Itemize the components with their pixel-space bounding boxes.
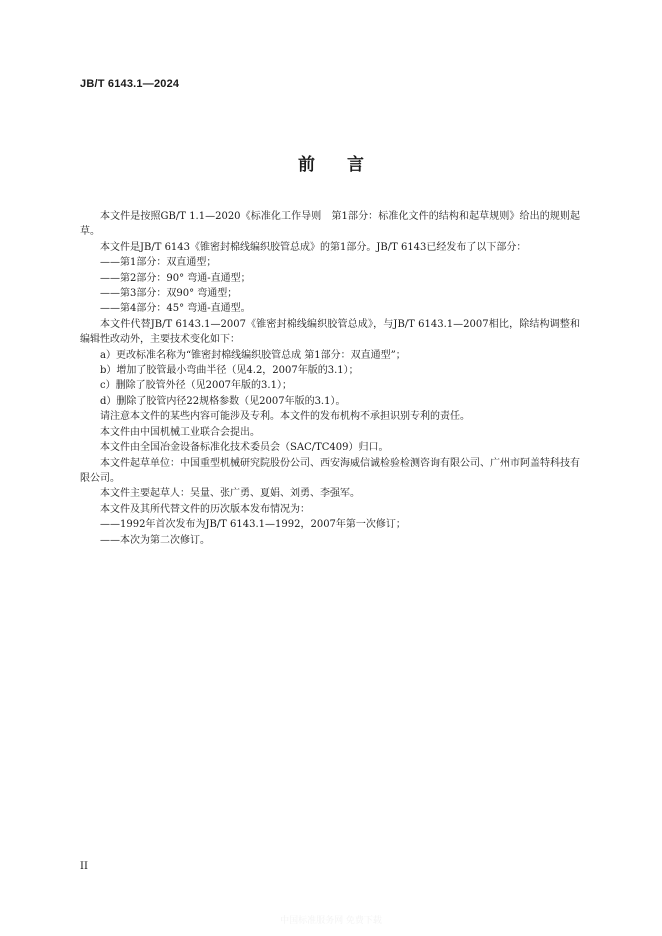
paragraph: 请注意本文件的某些内容可能涉及专利。本文件的发布机构不承担识别专利的责任。 [100, 411, 470, 423]
paragraph: 本文件代替JB/T 6143.1—2007《锥密封棉线编织胶管总成》，与JB/T 6143.1—2007相比，除结构调整和编辑性改动外，主要技术变化如下： [80, 318, 580, 346]
list-item: d）删除了胶管内径22规格参数（见2007年版的3.1）。 [100, 395, 346, 407]
paragraph: 本文件是按照GB/T 1.1—2020《标准化工作导则 第1部分：标准化文件的结构和起草规则》给出的规则起草。 [80, 211, 580, 238]
paragraph: 本文件起草单位：中国重型机械研究院股份公司、西安海威信诚检验检测咨询有限公司、广州市阿盖特科技有限公司。 [80, 457, 580, 484]
list-item: ——第2部分：90° 弯通-直通型； [100, 272, 251, 284]
paragraph: 本文件是JB/T 6143《锥密封棉线编织胶管总成》的第1部分。JB/T 6143已经发布了以下部分： [100, 241, 527, 253]
page-title [0, 150, 662, 175]
page-title-char-1: 前 [298, 155, 315, 175]
paragraph: 本文件由中国机械工业联合会提出。 [100, 426, 260, 438]
list-item: ——本次为第二次修订。 [100, 534, 210, 546]
foreword-body [80, 209, 580, 548]
list-item: ——第4部分：45° 弯通-直通型。 [100, 303, 251, 315]
page-title-char-2: 言 [347, 155, 364, 175]
list-item: a）更改标准名称为“锥密封棉线编织胶管总成 第1部分：双直通型”； [100, 349, 406, 361]
standard-code: JB/T 6143.1—2024 [80, 78, 180, 90]
list-item: ——第1部分：双直通型； [100, 257, 217, 269]
paragraph: 本文件由全国冶金设备标准化技术委员会（SAC/TC409）归口。 [100, 442, 389, 454]
watermark: 中国标准服务网 免费下载 [280, 916, 382, 926]
list-item: c）删除了胶管外径（见2007年版的3.1）； [100, 380, 292, 392]
paragraph: 本文件主要起草人：吴量、张广勇、夏娟、刘勇、李强军。 [100, 488, 360, 500]
list-item: ——第3部分：双90° 弯通型； [100, 288, 238, 300]
list-item: b）增加了胶管最小弯曲半径（见4.2，2007年版的3.1）； [100, 365, 359, 377]
paragraph: 本文件及其所代替文件的历次版本发布情况为： [100, 503, 310, 515]
list-item: ——1992年首次发布为JB/T 6143.1—1992，2007年第一次修订； [100, 519, 406, 531]
page-number: II [80, 861, 88, 872]
